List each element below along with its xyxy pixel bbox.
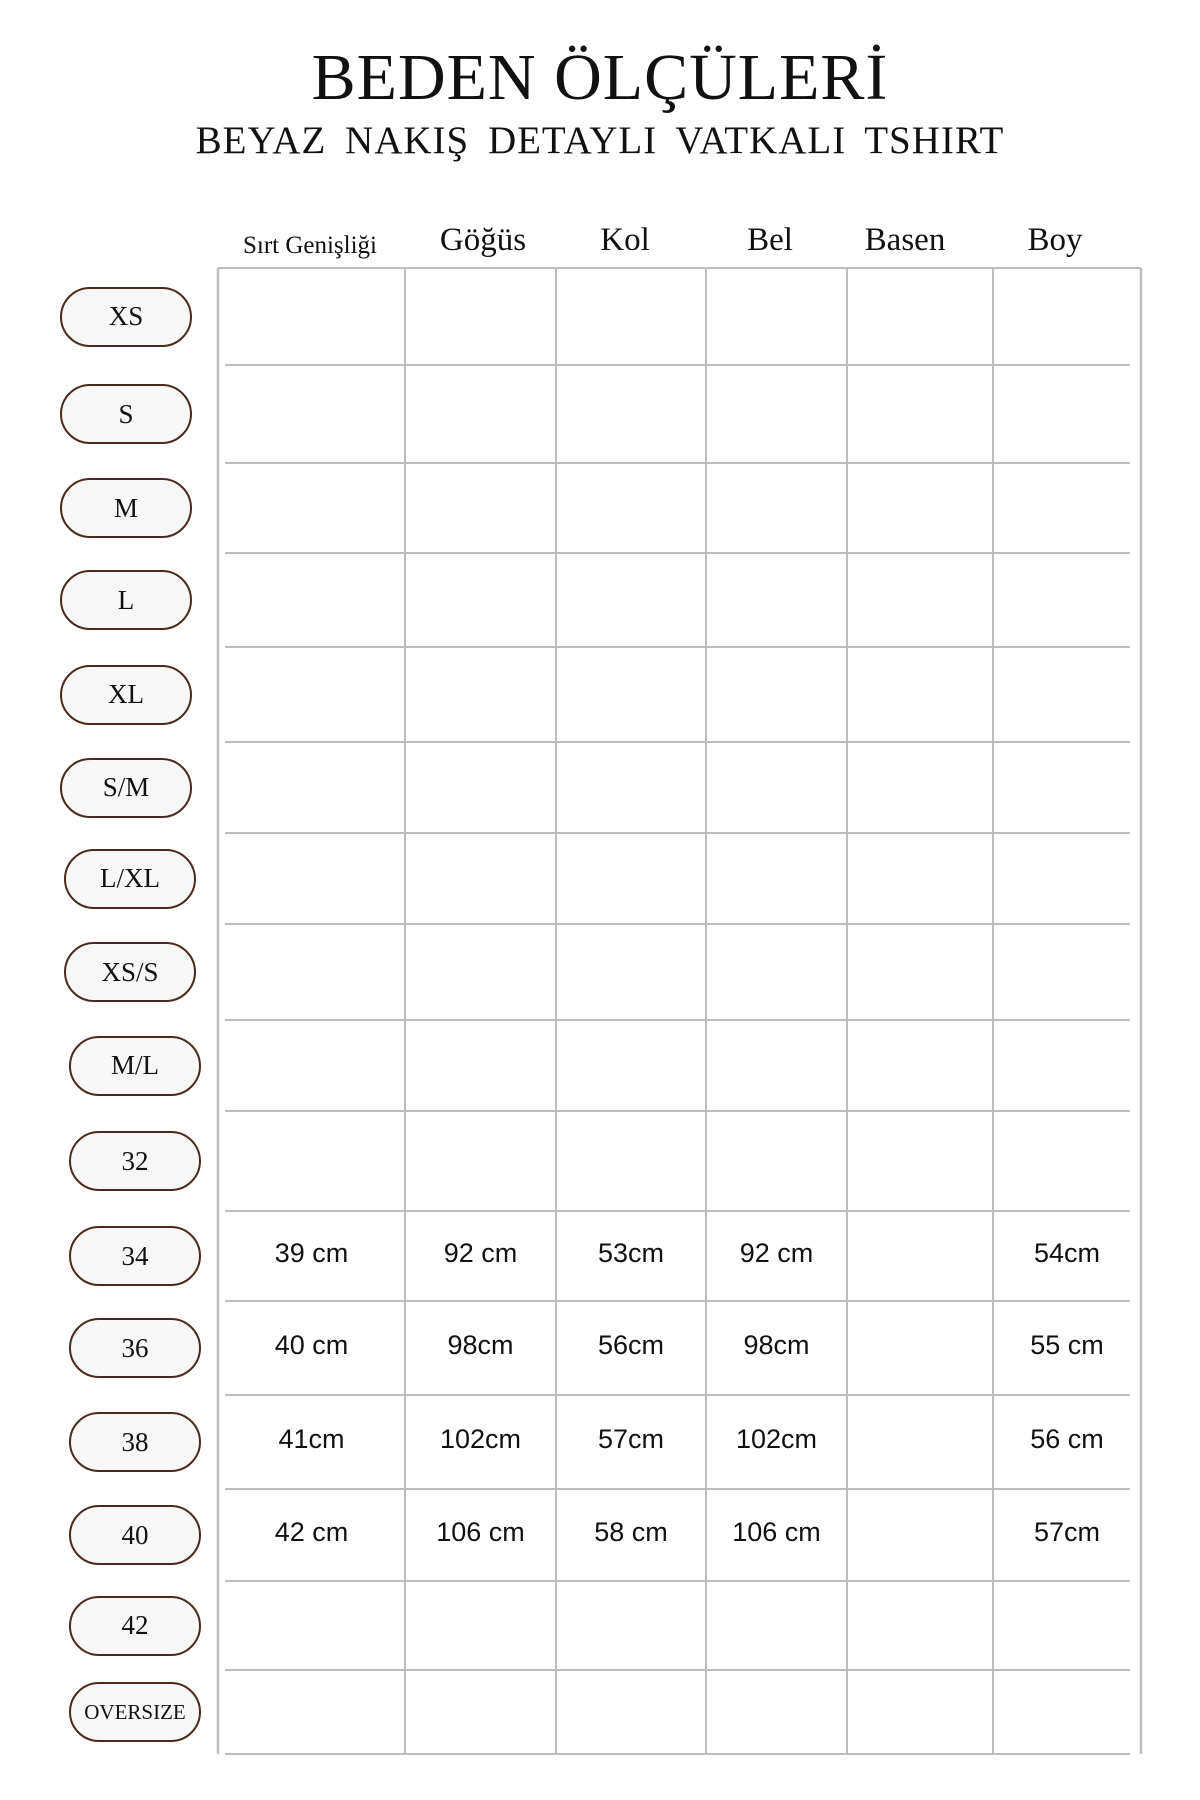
page-subtitle: BEYAZ NAKIŞ DETAYLI VATKALI TSHIRT bbox=[195, 119, 1005, 162]
cell-gogus: 106 cm bbox=[436, 1517, 525, 1547]
page-title: BEDEN ÖLÇÜLERİ bbox=[311, 41, 889, 114]
size-label: 36 bbox=[69, 1318, 201, 1378]
cell-boy: 57cm bbox=[1033, 1517, 1101, 1547]
cell-gogus: 98cm bbox=[447, 1330, 514, 1360]
cell-boy: 54cm bbox=[1033, 1238, 1101, 1268]
cell-kol: 56cm bbox=[597, 1330, 665, 1360]
cell-sirt-genisligi: 39 cm bbox=[274, 1238, 349, 1268]
size-label: XS bbox=[60, 287, 192, 347]
size-label: L bbox=[60, 570, 192, 630]
size-label: M bbox=[60, 478, 192, 538]
cell-bel: 106 cm bbox=[732, 1517, 821, 1547]
cell-bel: 102cm bbox=[735, 1424, 818, 1454]
column-header-basen: Basen bbox=[864, 222, 946, 258]
column-header-bel: Bel bbox=[747, 222, 793, 258]
size-label: XL bbox=[60, 665, 192, 725]
size-label: 38 bbox=[69, 1412, 201, 1472]
size-label: 40 bbox=[69, 1505, 201, 1565]
size-label: 32 bbox=[69, 1131, 201, 1191]
cell-sirt-genisligi: 41cm bbox=[278, 1424, 345, 1454]
size-label: XS/S bbox=[64, 942, 196, 1002]
cell-kol: 53cm bbox=[597, 1238, 665, 1268]
cell-bel: 98cm bbox=[743, 1330, 810, 1360]
cell-sirt-genisligi: 42 cm bbox=[274, 1517, 349, 1547]
cell-gogus: 102cm bbox=[439, 1424, 522, 1454]
cell-boy: 56 cm bbox=[1030, 1424, 1104, 1454]
column-header-boy: Boy bbox=[1027, 222, 1083, 258]
cell-kol: 57cm bbox=[597, 1424, 665, 1454]
column-header-gogus: Göğüs bbox=[439, 222, 527, 258]
size-label: S/M bbox=[60, 758, 192, 818]
cell-sirt-genisligi: 40 cm bbox=[274, 1330, 349, 1360]
size-label: L/XL bbox=[64, 849, 196, 909]
column-header-sirt-genisligi: Sırt Genişliği bbox=[242, 232, 378, 259]
size-label: S bbox=[60, 384, 192, 444]
size-label: 42 bbox=[69, 1596, 201, 1656]
cell-boy: 55 cm bbox=[1030, 1330, 1104, 1360]
size-label: 34 bbox=[69, 1226, 201, 1286]
column-header-kol: Kol bbox=[600, 222, 650, 258]
cell-kol: 58 cm bbox=[594, 1517, 668, 1547]
size-label: OVERSIZE bbox=[69, 1682, 201, 1742]
cell-gogus: 92 cm bbox=[443, 1238, 518, 1268]
size-label: M/L bbox=[69, 1036, 201, 1096]
cell-bel: 92 cm bbox=[739, 1238, 814, 1268]
